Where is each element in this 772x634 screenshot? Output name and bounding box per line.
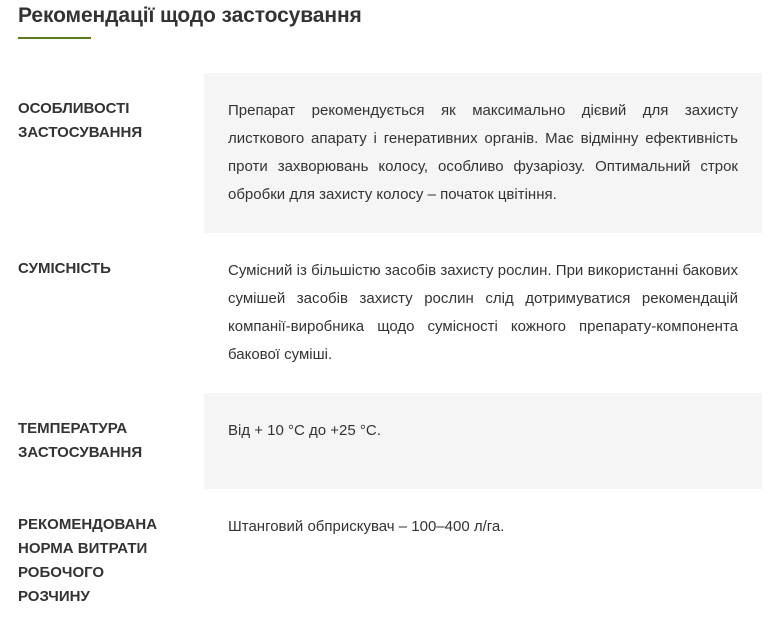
spec-value: Штанговий обприскувач – 100–400 л/га. [228,518,505,535]
spec-label-line: РОЗЧИНУ [18,588,90,605]
spec-label-line: ТЕМПЕРАТУРА [18,420,128,437]
spec-label-line: НОРМА ВИТРАТИ [18,540,148,557]
spec-row-application-features [0,73,772,233]
title-underline [18,37,91,39]
spec-label-line: РЕКОМЕНДОВАНА [18,516,158,533]
spec-value: Від + 10 °C до +25 °C. [204,393,762,489]
spec-label-line: РОБОЧОГО [18,564,105,581]
spec-label-line: ЗАСТОСУВАННЯ [18,124,143,141]
spec-label-line: СУМІСНІСТЬ [18,260,111,277]
spec-table [0,73,772,634]
spec-label [0,233,186,393]
page-title: Рекомендації щодо застосування [18,4,362,27]
spec-row-application-rate [0,489,772,634]
spec-label-line: ЗАСТОСУВАННЯ [18,444,143,461]
spec-row-compatibility [0,233,772,393]
spec-value: Сумісний із більшістю засобів захисту рослин. При використанні бакових сумішей засобів захисту рослин слід дотримуватися рекомендацій компанії-виробника щодо сумісності кожного препарату-компонента бакової суміші. [228,262,738,363]
spec-label-line: ОСОБЛИВОСТІ [18,100,130,117]
spec-label [0,393,186,489]
section-header [18,4,362,39]
spec-value: Препарат рекомендується як максимально дієвий для захисту листкового апарату і генеративних органів. Має відмінну ефективність проти захворювань колосу, особливо фузаріозу. Оптимальний строк обробки для захисту колосу – початок цвітіння. [204,73,762,233]
spec-row-temperature [0,393,772,489]
spec-label [0,73,186,233]
spec-label [0,489,186,634]
